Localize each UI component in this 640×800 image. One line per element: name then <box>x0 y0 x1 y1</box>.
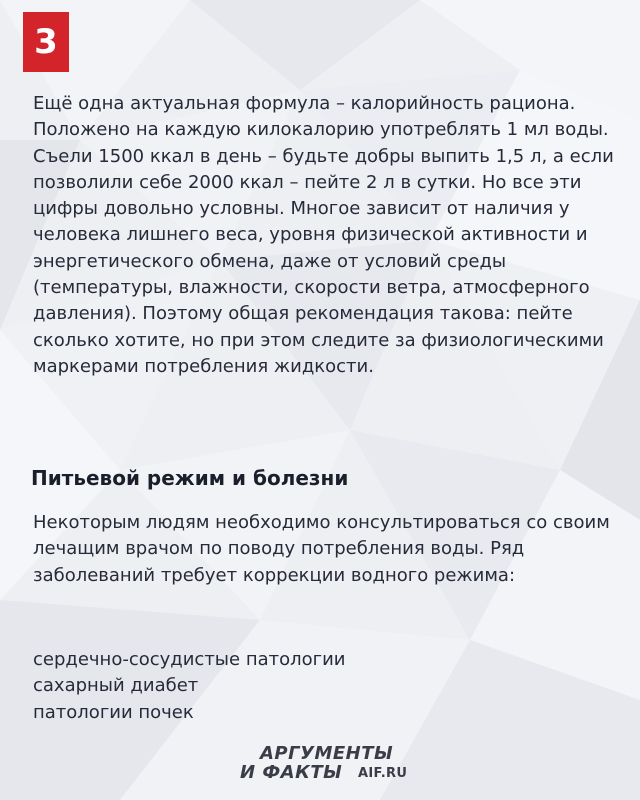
logo-site: AIF.RU <box>358 766 408 781</box>
list-item: патологии почек <box>33 701 194 723</box>
logo-line-1: АРГУМЕНТЫ <box>260 743 394 764</box>
intro-paragraph: Ещё одна актуальная формула – калорийность рациона. Положено на каждую килокалорию употреблять 1 мл воды. Съели 1500 ккал в день – будьте добры выпить 1,5 л, а если позволили себе 2000 ккал – пейте 2 л в сутки. Но все эти цифры довольно условны. Многое зависит от наличия у человека лишнего веса, уровня физической активности и энергетического обмена, даже от условий среды (температуры, влажности, скорости ветра, атмосферного давления). Поэтому общая рекомендация такова: пейте сколько хотите, но при этом следите за физиологическими маркерами потребления жидкости. <box>33 93 614 377</box>
section-heading: Питьевой режим и болезни <box>31 466 349 490</box>
page-number-badge: 3 <box>23 12 69 72</box>
section-paragraph: Некоторым людям необходимо консультироваться со своим лечащим врачом по поводу потребления воды. Ряд заболеваний требует коррекции водного режима: <box>33 512 610 586</box>
list-item: сердечно-сосудистые патологии <box>33 649 346 670</box>
conditions-list <box>33 647 346 726</box>
aif-logo <box>240 744 410 786</box>
list-item: сахарный диабет <box>33 675 199 697</box>
logo-line-2: И ФАКТЫ <box>240 762 343 783</box>
